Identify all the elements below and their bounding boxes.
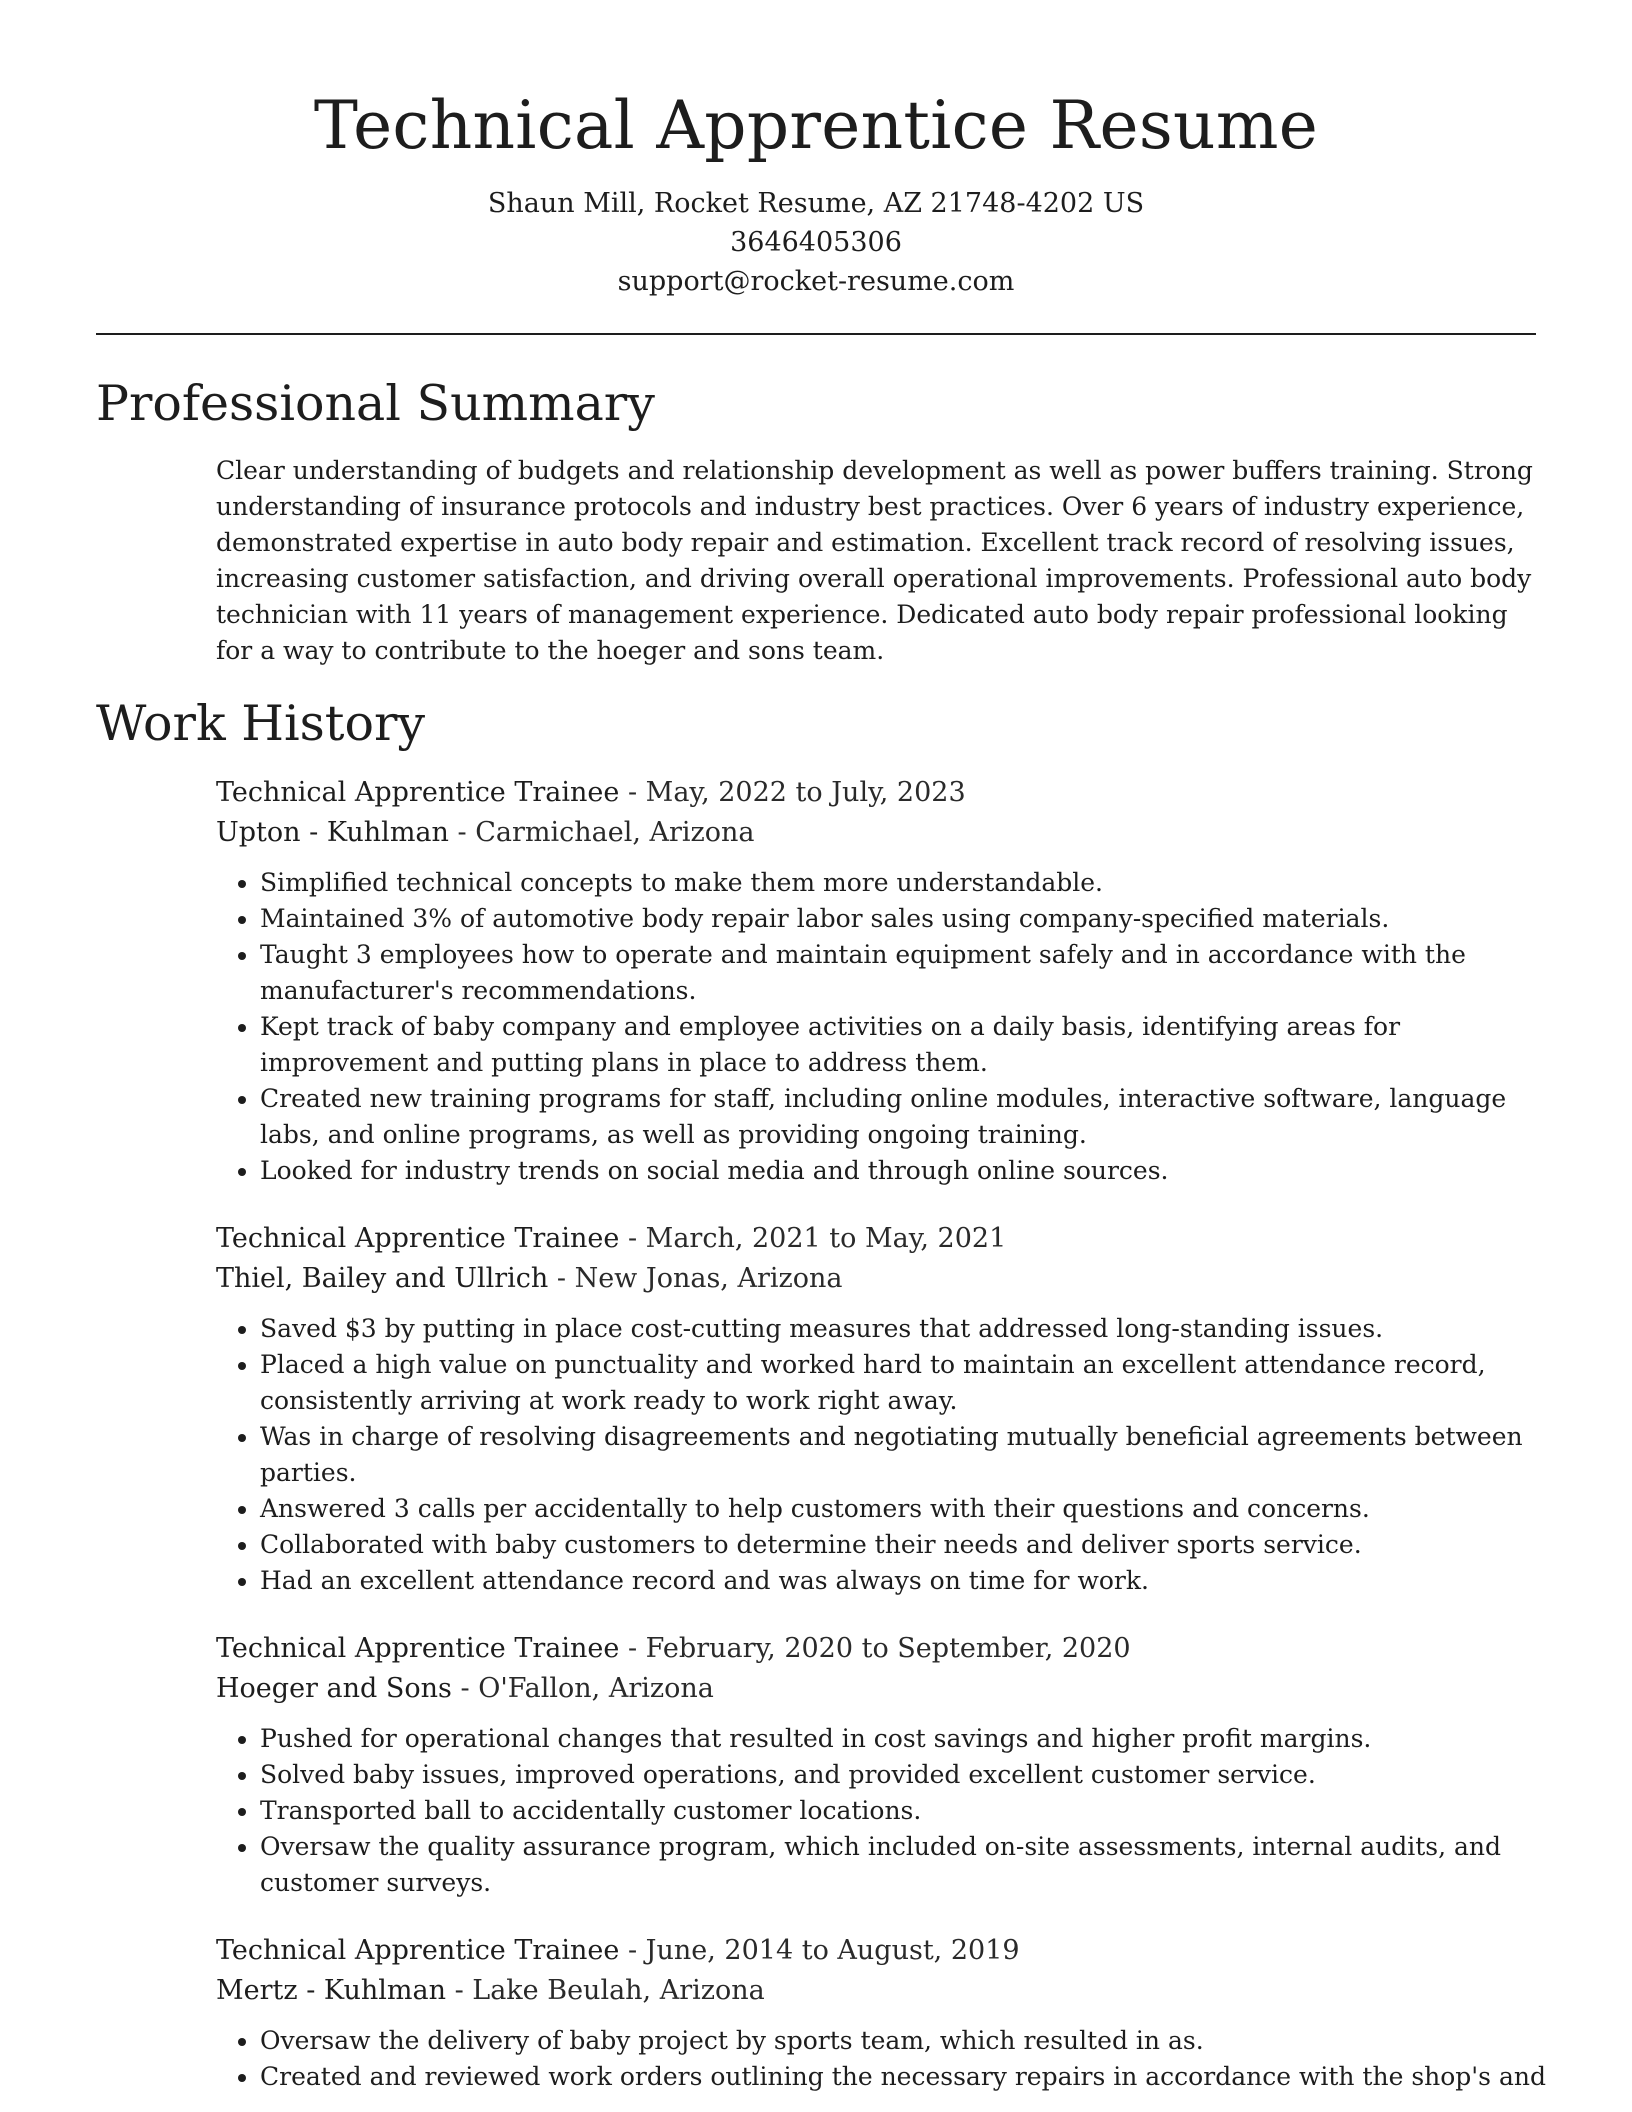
job-bullets	[216, 1311, 1546, 1599]
job-separator: -	[448, 817, 476, 848]
contact-address: Shaun Mill, Rocket Resume, AZ 21748-4202 US	[487, 188, 1145, 219]
job-dates: June, 2014 to August, 2019	[645, 1935, 1020, 1966]
job-title-line	[216, 1219, 1546, 1259]
job-separator: -	[619, 1633, 646, 1664]
job-dates: February, 2020 to September, 2020	[645, 1633, 1131, 1664]
job-company: Hoeger and Sons	[216, 1673, 452, 1704]
job-company-line	[216, 813, 1546, 853]
summary-text: Clear understanding of budgets and relationship development as well as power buffers training. Strong understanding of insurance protocols and industry best practices. Over 6 years of industry experience, demonstrated expertise in auto body repair and estimation. Excellent track record of resolving issues, increasing customer satisfaction, and driving overall operational improvements. Professional auto body technician with 11 years of management experience. Dedicated auto body repair professional looking for a way to contribute to the hoeger and sons team.	[216, 456, 1533, 665]
job-role: Technical Apprentice Trainee	[216, 1223, 620, 1254]
job-bullet: • Created and reviewed work orders outlining the necessary repairs in accordance with the shop's and	[260, 2059, 1546, 2095]
resume-page	[96, 0, 1546, 2095]
job-title-line	[216, 773, 1546, 813]
job-location: Lake Beulah, Arizona	[472, 1975, 765, 2006]
work-history-heading: Work History	[96, 695, 426, 752]
job-bullet: • Maintained 3% of automotive body repair labor sales using company-specified materials.	[260, 901, 1546, 937]
job-bullet: • Transported ball to accidentally customer locations.	[260, 1793, 1546, 1829]
job-role: Technical Apprentice Trainee	[216, 1935, 620, 1966]
job-company: Thiel, Bailey and Ullrich	[216, 1263, 549, 1294]
job-bullet: • Was in charge of resolving disagreements and negotiating mutually beneficial agreements between parties.	[260, 1419, 1546, 1491]
job-location: Carmichael, Arizona	[475, 817, 755, 848]
job-bullet: • Taught 3 employees how to operate and maintain equipment safely and in accordance with the manufacturer's recommendations.	[260, 937, 1546, 1009]
contact-email: support@rocket-resume.com	[617, 266, 1015, 297]
job-company-line	[216, 1669, 1546, 1709]
contact-block	[96, 184, 1536, 301]
job-location: New Jonas, Arizona	[574, 1263, 843, 1294]
job-bullet: • Looked for industry trends on social media and through online sources.	[260, 1153, 1546, 1189]
job-bullet: • Created new training programs for staff, including online modules, interactive software, language labs, and online programs, as well as providing ongoing training.	[260, 1081, 1546, 1153]
summary-heading: Professional Summary	[96, 375, 655, 432]
job-company-line	[216, 1259, 1546, 1299]
job-bullet: • Solved baby issues, improved operations, and provided excellent customer service.	[260, 1757, 1546, 1793]
job-entry	[216, 1219, 1546, 1599]
job-company: Mertz - Kuhlman	[216, 1975, 446, 2006]
job-bullet: • Kept track of baby company and employee activities on a daily basis, identifying areas for improvement and putting plans in place to address them.	[260, 1009, 1546, 1081]
job-dates: March, 2021 to May, 2021	[645, 1223, 1007, 1254]
job-title-line	[216, 1629, 1546, 1669]
job-bullet: • Simplified technical concepts to make them more understandable.	[260, 865, 1546, 901]
resume-title: Technical Apprentice Resume	[313, 87, 1319, 164]
job-separator: -	[619, 777, 646, 808]
job-bullet: • Had an excellent attendance record and was always on time for work.	[260, 1563, 1546, 1599]
job-bullet: • Oversaw the delivery of baby project by sports team, which resulted in as.	[260, 2023, 1546, 2059]
job-entry	[216, 773, 1546, 1189]
job-separator: -	[445, 1975, 473, 2006]
job-company: Upton - Kuhlman	[216, 817, 449, 848]
job-separator: -	[451, 1673, 479, 1704]
job-entry	[216, 1629, 1546, 1901]
job-separator: -	[619, 1935, 646, 1966]
job-title-line	[216, 1931, 1546, 1971]
resume-header	[96, 0, 1536, 301]
job-bullet: • Answered 3 calls per accidentally to help customers with their questions and concerns.	[260, 1491, 1546, 1527]
job-bullet: • Pushed for operational changes that resulted in cost savings and higher profit margins.	[260, 1721, 1546, 1757]
job-bullets	[216, 2023, 1546, 2095]
job-bullet: • Collaborated with baby customers to determine their needs and deliver sports service.	[260, 1527, 1546, 1563]
job-role: Technical Apprentice Trainee	[216, 1633, 620, 1664]
job-location: O'Fallon, Arizona	[478, 1673, 714, 1704]
contact-phone: 3646405306	[730, 227, 902, 258]
job-bullets	[216, 865, 1546, 1189]
job-dates: May, 2022 to July, 2023	[645, 777, 966, 808]
job-bullet: • Placed a high value on punctuality and worked hard to maintain an excellent attendance record, consistently arriving at work ready to work right away.	[260, 1347, 1546, 1419]
job-separator: -	[619, 1223, 646, 1254]
job-bullet: • Saved $3 by putting in place cost-cutting measures that addressed long-standing issues.	[260, 1311, 1546, 1347]
job-bullet: • Oversaw the quality assurance program, which included on-site assessments, internal audits, and customer surveys.	[260, 1829, 1546, 1901]
job-entry	[216, 1931, 1546, 2095]
header-divider	[96, 333, 1536, 335]
job-bullets	[216, 1721, 1546, 1901]
job-company-line	[216, 1971, 1546, 2011]
job-role: Technical Apprentice Trainee	[216, 777, 620, 808]
job-separator: -	[548, 1263, 575, 1294]
